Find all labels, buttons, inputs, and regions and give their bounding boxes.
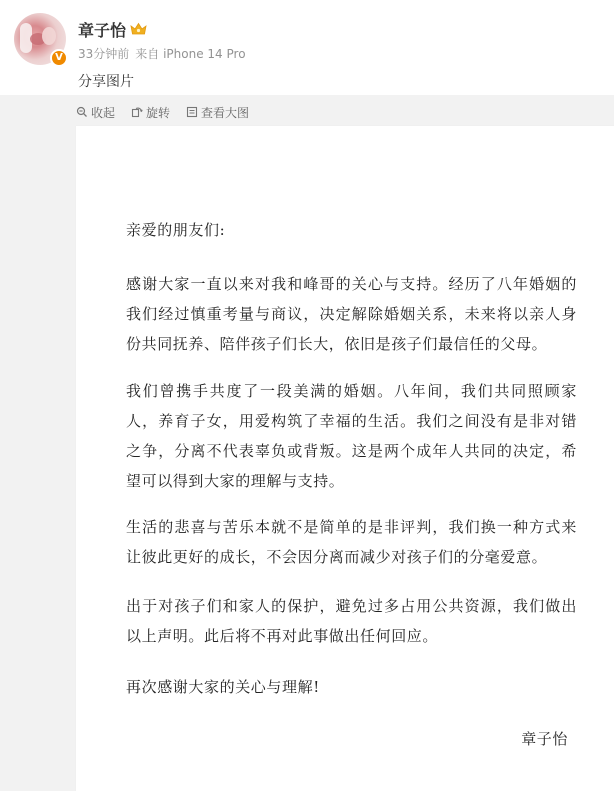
crown-icon[interactable]: [130, 22, 147, 36]
media-panel: [0, 95, 614, 791]
post-text: 分享图片: [78, 74, 134, 90]
collapse-label: 收起: [91, 105, 116, 120]
rotate-label: 旋转: [146, 105, 171, 120]
avatar-container[interactable]: [14, 13, 66, 65]
username[interactable]: 章子怡: [78, 20, 127, 40]
collapse-button[interactable]: [76, 104, 115, 121]
letter-paragraph: 生活的悲喜与苦乐本就不是简单的是非评判，我们换一种方式来让彼此更好的成长，不会因分离而减少对孩子们的分毫爱意。: [126, 518, 577, 566]
view-large-icon: [186, 106, 198, 118]
letter-paragraph: 出于对孩子们和家人的保护，避免过多占用公共资源，我们做出以上声明。此后将不再对此事做出任何回应。: [126, 597, 577, 645]
letter-closing: 再次感谢大家的关心与理解!: [126, 678, 320, 696]
post-meta: [78, 44, 246, 62]
letter-paragraph: 我们曾携手共度了一段美满的婚姻。八年间，我们共同照顾家人，养育子女，用爱构筑了幸福的生活。我们之间没有是非对错之争，分离不代表辜负或背叛。这是两个成年人共同的决定，希望可以得到大家的理解与支持。: [126, 382, 577, 490]
letter-image[interactable]: [76, 126, 614, 791]
post-header: [0, 0, 614, 95]
letter-paragraph: 感谢大家一直以来对我和峰哥的关心与支持。经历了八年婚姻的我们经过慎重考量与商议，决定解除婚姻关系，未来将以亲人身份共同抚养、陪伴孩子们长大，依旧是孩子们最信任的父母。: [126, 275, 577, 353]
letter-greeting: 亲爱的朋友们:: [126, 221, 226, 239]
username-row: [78, 18, 147, 40]
avatar-image-part: [42, 27, 56, 45]
collapse-icon: [76, 106, 88, 118]
letter-signature: 章子怡: [521, 730, 568, 748]
rotate-button[interactable]: [131, 104, 170, 121]
post-source: 来自 iPhone 14 Pro: [135, 46, 246, 61]
view-large-button[interactable]: [186, 104, 249, 121]
verified-badge-icon: V: [50, 49, 68, 67]
media-toolbar: [76, 103, 265, 121]
post-time[interactable]: 33分钟前: [78, 46, 130, 61]
view-large-label: 查看大图: [201, 105, 250, 120]
rotate-icon: [131, 106, 143, 118]
